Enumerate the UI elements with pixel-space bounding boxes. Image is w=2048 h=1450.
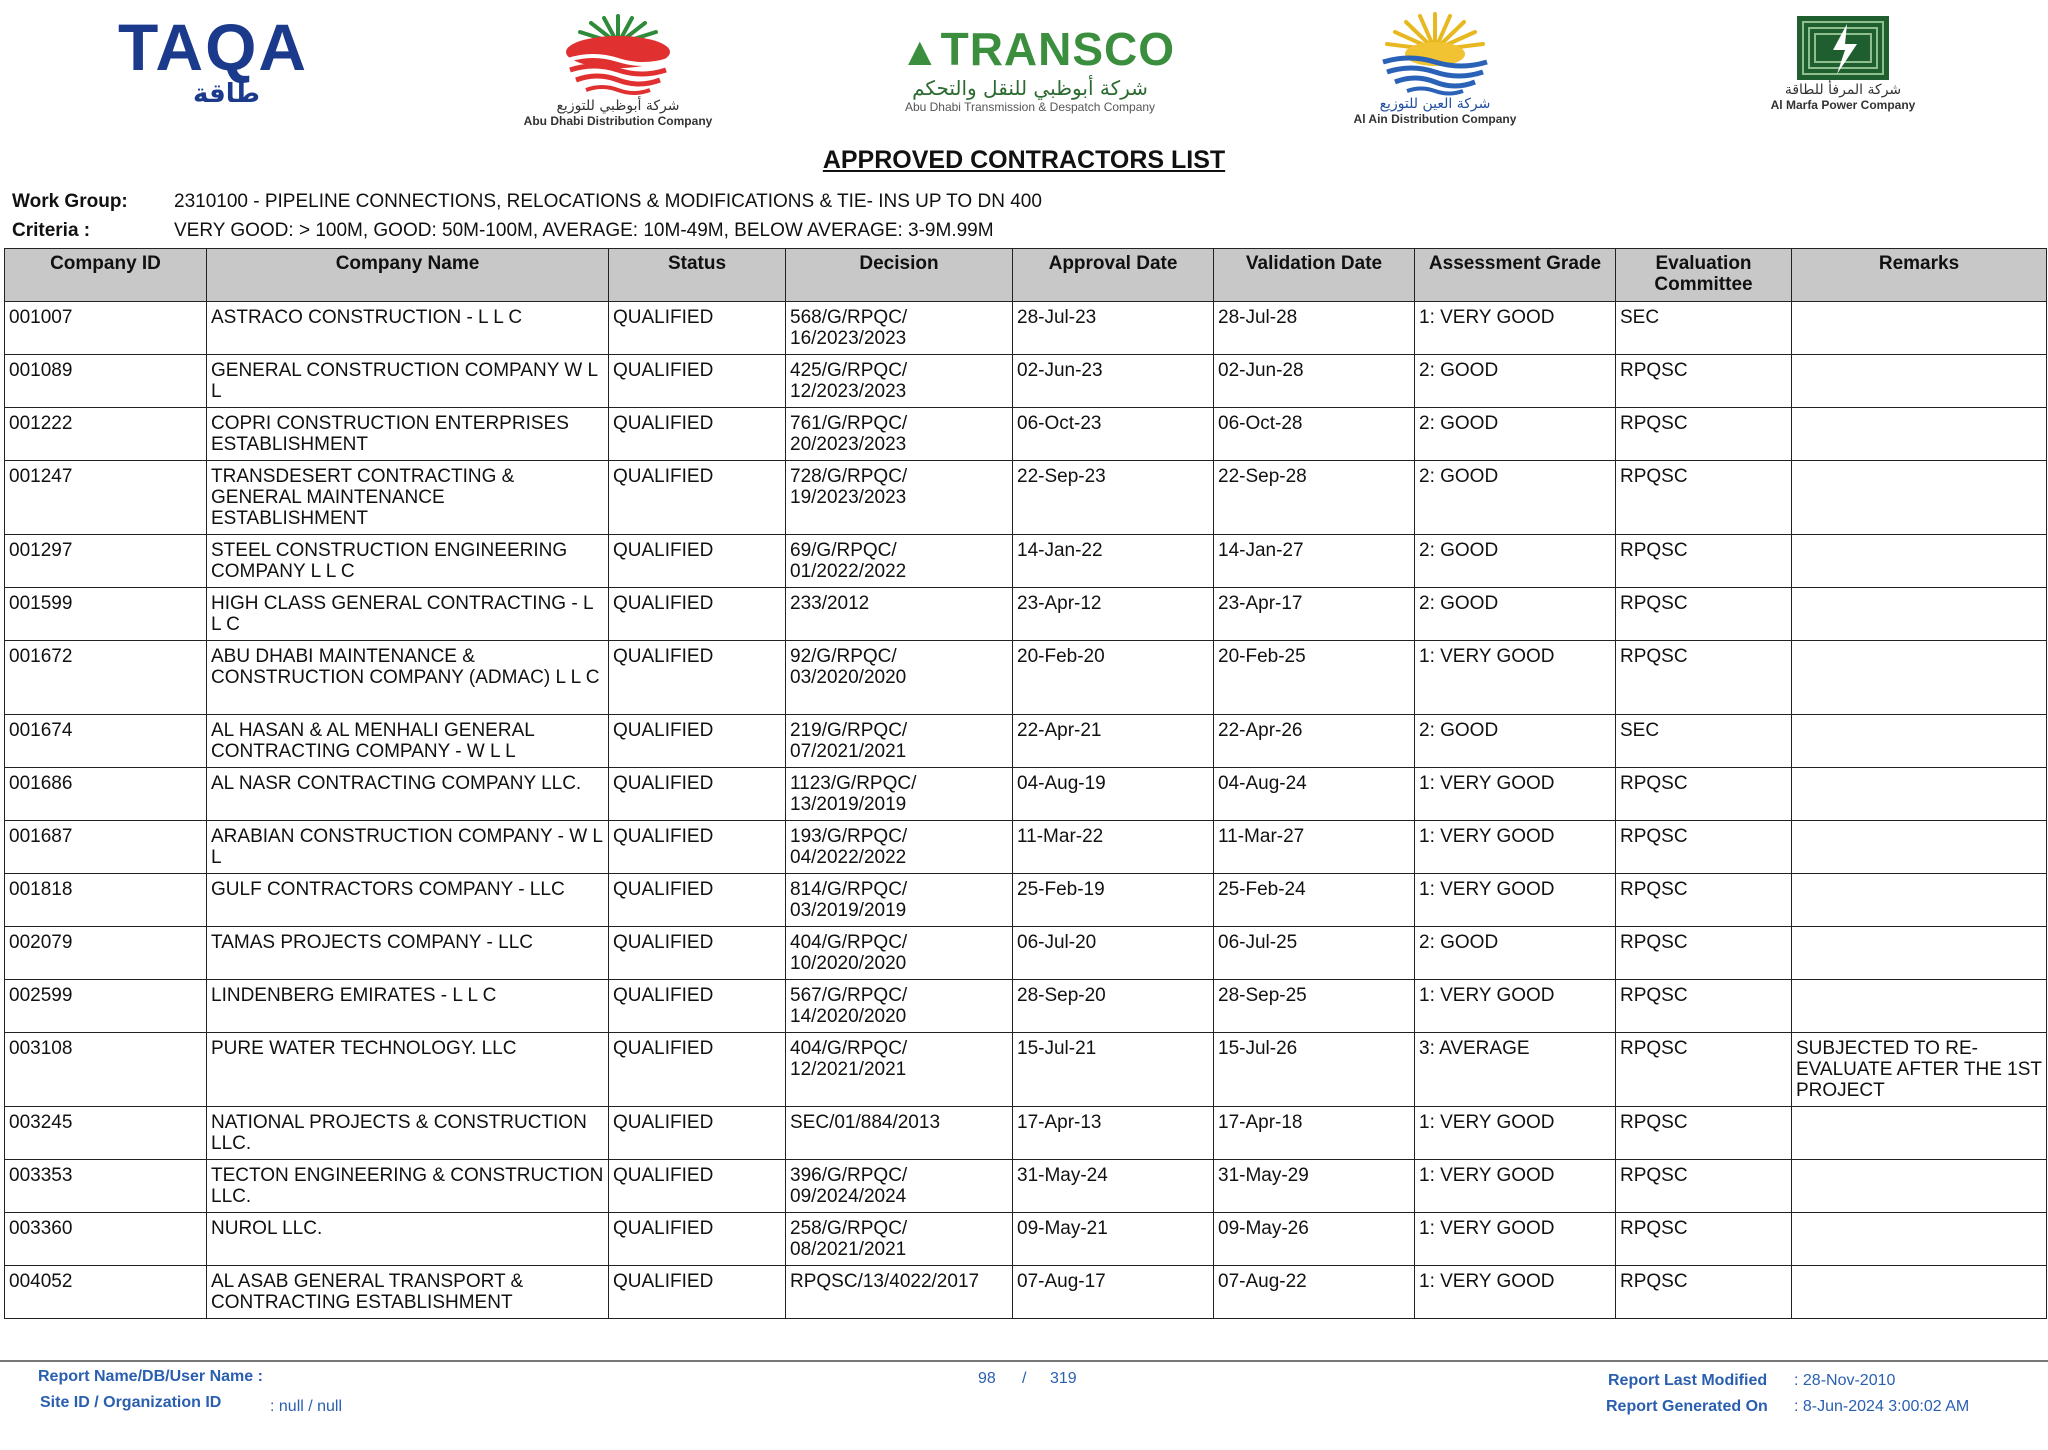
criteria-label: Criteria : (12, 220, 91, 241)
status-cell: QUALIFIED (609, 302, 786, 355)
status-cell: QUALIFIED (609, 1160, 786, 1213)
column-header: Company Name (207, 249, 609, 302)
work-group-label: Work Group: (12, 191, 128, 212)
aadc-logo-english: Abu Dhabi Distribution Company (523, 114, 713, 128)
status-cell: QUALIFIED (609, 535, 786, 588)
assessment-grade-cell: 1: VERY GOOD (1415, 1266, 1616, 1319)
evaluation-committee-cell: RPQSC (1616, 768, 1792, 821)
remarks-cell (1792, 641, 2047, 715)
approval-date-cell: 22-Apr-21 (1013, 715, 1214, 768)
column-header: Company ID (5, 249, 207, 302)
remarks-cell: SUBJECTED TO RE-EVALUATE AFTER THE 1ST PROJECT (1792, 1033, 2047, 1107)
table-row (5, 1033, 2047, 1107)
assessment-grade-cell: 1: VERY GOOD (1415, 874, 1616, 927)
table-row (5, 1107, 2047, 1160)
company-id-cell: 003353 (5, 1160, 207, 1213)
assessment-grade-cell: 1: VERY GOOD (1415, 1160, 1616, 1213)
table-row (5, 355, 2047, 408)
status-cell: QUALIFIED (609, 461, 786, 535)
assessment-grade-cell: 1: VERY GOOD (1415, 1213, 1616, 1266)
company-name-cell: STEEL CONSTRUCTION ENGINEERING COMPANY L L C (207, 535, 609, 588)
decision-cell: 404/G/RPQC/ 12/2021/2021 (786, 1033, 1013, 1107)
aadc-logo (508, 12, 728, 128)
decision-cell: 567/G/RPQC/ 14/2020/2020 (786, 980, 1013, 1033)
decision-cell: 568/G/RPQC/ 16/2023/2023 (786, 302, 1013, 355)
status-cell: QUALIFIED (609, 821, 786, 874)
remarks-cell (1792, 1213, 2047, 1266)
logo-bar (0, 0, 2048, 140)
taqa-logo-arabic: طاقة (192, 79, 260, 109)
remarks-cell (1792, 927, 2047, 980)
remarks-cell (1792, 1266, 2047, 1319)
work-group-line (12, 191, 1042, 213)
status-cell: QUALIFIED (609, 1107, 786, 1160)
company-name-cell: LINDENBERG EMIRATES - L L C (207, 980, 609, 1033)
status-cell: QUALIFIED (609, 874, 786, 927)
decision-cell: 425/G/RPQC/ 12/2023/2023 (786, 355, 1013, 408)
decision-cell: 258/G/RPQC/ 08/2021/2021 (786, 1213, 1013, 1266)
company-name-cell: ABU DHABI MAINTENANCE & CONSTRUCTION COMPANY (ADMAC) L L C (207, 641, 609, 715)
site-id-label: Site ID / Organization ID (40, 1394, 222, 1411)
table-row (5, 461, 2047, 535)
decision-cell: 761/G/RPQC/ 20/2023/2023 (786, 408, 1013, 461)
assessment-grade-cell: 2: GOOD (1415, 408, 1616, 461)
validation-date-cell: 25-Feb-24 (1214, 874, 1415, 927)
validation-date-cell: 06-Jul-25 (1214, 927, 1415, 980)
last-modified-value: : 28-Nov-2010 (1794, 1372, 1896, 1389)
company-name-cell: NATIONAL PROJECTS & CONSTRUCTION LLC. (207, 1107, 609, 1160)
evaluation-committee-cell: RPQSC (1616, 1033, 1792, 1107)
remarks-cell (1792, 821, 2047, 874)
transco-logo-english: Abu Dhabi Transmission & Despatch Company (904, 100, 1156, 114)
validation-date-cell: 23-Apr-17 (1214, 588, 1415, 641)
table-row (5, 302, 2047, 355)
table-row (5, 1213, 2047, 1266)
company-name-cell: GULF CONTRACTORS COMPANY - LLC (207, 874, 609, 927)
company-id-cell: 002079 (5, 927, 207, 980)
status-cell: QUALIFIED (609, 355, 786, 408)
page-title: APPROVED CONTRACTORS LIST (822, 146, 1226, 174)
validation-date-cell: 31-May-29 (1214, 1160, 1415, 1213)
table-row (5, 980, 2047, 1033)
assessment-grade-cell: 2: GOOD (1415, 715, 1616, 768)
approval-date-cell: 02-Jun-23 (1013, 355, 1214, 408)
last-modified-label: Report Last Modified (1608, 1372, 1768, 1389)
approval-date-cell: 20-Feb-20 (1013, 641, 1214, 715)
page-current: 98 (978, 1370, 996, 1387)
aldc-logo-arabic: شركة العين للتوزيع (1379, 96, 1491, 112)
assessment-grade-cell: 1: VERY GOOD (1415, 1107, 1616, 1160)
remarks-cell (1792, 588, 2047, 641)
approval-date-cell: 25-Feb-19 (1013, 874, 1214, 927)
company-id-cell: 004052 (5, 1266, 207, 1319)
company-name-cell: ARABIAN CONSTRUCTION COMPANY - W L L (207, 821, 609, 874)
aadc-emblem-icon (558, 12, 678, 98)
company-name-cell: TRANSDESERT CONTRACTING & GENERAL MAINTENANCE ESTABLISHMENT (207, 461, 609, 535)
column-header: Decision (786, 249, 1013, 302)
taqa-logo (118, 10, 309, 109)
column-header: Status (609, 249, 786, 302)
assessment-grade-cell: 1: VERY GOOD (1415, 821, 1616, 874)
status-cell: QUALIFIED (609, 1213, 786, 1266)
status-cell: QUALIFIED (609, 1033, 786, 1107)
assessment-grade-cell: 3: AVERAGE (1415, 1033, 1616, 1107)
assessment-grade-cell: 1: VERY GOOD (1415, 768, 1616, 821)
marfa-logo (1748, 14, 1938, 112)
company-id-cell: 001297 (5, 535, 207, 588)
site-id-value: : null / null (270, 1398, 343, 1415)
transco-logo-text: TRANSCO (940, 23, 1176, 75)
company-name-cell: NUROL LLC. (207, 1213, 609, 1266)
table-body (5, 302, 2047, 1319)
company-name-cell: AL ASAB GENERAL TRANSPORT & CONTRACTING ESTABLISHMENT (207, 1266, 609, 1319)
aldc-logo-english: Al Ain Distribution Company (1353, 112, 1517, 126)
table-row (5, 874, 2047, 927)
assessment-grade-cell: 1: VERY GOOD (1415, 302, 1616, 355)
table-row (5, 641, 2047, 715)
table-row (5, 927, 2047, 980)
report-name-label: Report Name/DB/User Name : (38, 1368, 263, 1385)
assessment-grade-cell: 2: GOOD (1415, 588, 1616, 641)
company-name-cell: TAMAS PROJECTS COMPANY - LLC (207, 927, 609, 980)
evaluation-committee-cell: SEC (1616, 715, 1792, 768)
contractors-table (4, 248, 2047, 1319)
decision-cell: 92/G/RPQC/ 03/2020/2020 (786, 641, 1013, 715)
company-name-cell: ASTRACO CONSTRUCTION - L L C (207, 302, 609, 355)
table-row (5, 408, 2047, 461)
company-name-cell: AL NASR CONTRACTING COMPANY LLC. (207, 768, 609, 821)
approval-date-cell: 04-Aug-19 (1013, 768, 1214, 821)
assessment-grade-cell: 2: GOOD (1415, 535, 1616, 588)
table-row (5, 1266, 2047, 1319)
decision-cell: SEC/01/884/2013 (786, 1107, 1013, 1160)
assessment-grade-cell: 1: VERY GOOD (1415, 641, 1616, 715)
transco-logo-word (900, 22, 1176, 76)
table-row (5, 535, 2047, 588)
criteria-value: VERY GOOD: > 100M, GOOD: 50M-100M, AVERAGE: 10M-49M, BELOW AVERAGE: 3-9M.99M (174, 220, 994, 241)
validation-date-cell: 14-Jan-27 (1214, 535, 1415, 588)
approval-date-cell: 06-Jul-20 (1013, 927, 1214, 980)
criteria-line (12, 220, 994, 242)
status-cell: QUALIFIED (609, 927, 786, 980)
validation-date-cell: 22-Apr-26 (1214, 715, 1415, 768)
decision-cell: 728/G/RPQC/ 19/2023/2023 (786, 461, 1013, 535)
remarks-cell (1792, 874, 2047, 927)
evaluation-committee-cell: RPQSC (1616, 461, 1792, 535)
aadc-logo-arabic: شركة أبوظبي للتوزيع (556, 98, 680, 114)
decision-cell: 814/G/RPQC/ 03/2019/2019 (786, 874, 1013, 927)
table-row (5, 715, 2047, 768)
approval-date-cell: 06-Oct-23 (1013, 408, 1214, 461)
assessment-grade-cell: 1: VERY GOOD (1415, 980, 1616, 1033)
validation-date-cell: 22-Sep-28 (1214, 461, 1415, 535)
validation-date-cell: 04-Aug-24 (1214, 768, 1415, 821)
remarks-cell (1792, 768, 2047, 821)
validation-date-cell: 17-Apr-18 (1214, 1107, 1415, 1160)
decision-cell: 404/G/RPQC/ 10/2020/2020 (786, 927, 1013, 980)
validation-date-cell: 15-Jul-26 (1214, 1033, 1415, 1107)
company-id-cell: 003245 (5, 1107, 207, 1160)
approval-date-cell: 28-Sep-20 (1013, 980, 1214, 1033)
marfa-logo-arabic: شركة المرفأ للطاقة (1784, 82, 1902, 98)
status-cell: QUALIFIED (609, 641, 786, 715)
decision-cell: 219/G/RPQC/ 07/2021/2021 (786, 715, 1013, 768)
company-id-cell: 001818 (5, 874, 207, 927)
approval-date-cell: 23-Apr-12 (1013, 588, 1214, 641)
decision-cell: 233/2012 (786, 588, 1013, 641)
column-header: Approval Date (1013, 249, 1214, 302)
company-id-cell: 003108 (5, 1033, 207, 1107)
approval-date-cell: 31-May-24 (1013, 1160, 1214, 1213)
validation-date-cell: 28-Jul-28 (1214, 302, 1415, 355)
status-cell: QUALIFIED (609, 1266, 786, 1319)
transco-flame-icon: ▲ (900, 30, 941, 74)
aldc-logo (1320, 10, 1550, 126)
evaluation-committee-cell: SEC (1616, 302, 1792, 355)
remarks-cell (1792, 355, 2047, 408)
column-header: Evaluation Committee (1616, 249, 1792, 302)
company-name-cell: GENERAL CONSTRUCTION COMPANY W L L (207, 355, 609, 408)
aldc-sun-icon (1375, 10, 1495, 96)
remarks-cell (1792, 535, 2047, 588)
approval-date-cell: 22-Sep-23 (1013, 461, 1214, 535)
work-group-value: 2310100 - PIPELINE CONNECTIONS, RELOCATIONS & MODIFICATIONS & TIE- INS UP TO DN 400 (174, 191, 1042, 212)
evaluation-committee-cell: RPQSC (1616, 535, 1792, 588)
approval-date-cell: 28-Jul-23 (1013, 302, 1214, 355)
evaluation-committee-cell: RPQSC (1616, 1107, 1792, 1160)
assessment-grade-cell: 2: GOOD (1415, 927, 1616, 980)
evaluation-committee-cell: RPQSC (1616, 588, 1792, 641)
status-cell: QUALIFIED (609, 408, 786, 461)
company-name-cell: PURE WATER TECHNOLOGY. LLC (207, 1033, 609, 1107)
evaluation-committee-cell: RPQSC (1616, 821, 1792, 874)
report-footer (0, 1360, 2048, 1450)
marfa-emblem-icon (1795, 14, 1891, 82)
evaluation-committee-cell: RPQSC (1616, 355, 1792, 408)
validation-date-cell: 11-Mar-27 (1214, 821, 1415, 874)
status-cell: QUALIFIED (609, 715, 786, 768)
page-total: 319 (1050, 1370, 1077, 1387)
transco-logo-arabic: شركة أبوظبي للنقل والتحكم (912, 76, 1148, 100)
remarks-cell (1792, 980, 2047, 1033)
page-separator: / (1022, 1370, 1027, 1387)
status-cell: QUALIFIED (609, 768, 786, 821)
company-id-cell: 001599 (5, 588, 207, 641)
taqa-logo-word: TAQA (118, 10, 309, 84)
company-id-cell: 001247 (5, 461, 207, 535)
company-id-cell: 001686 (5, 768, 207, 821)
table-header-row (5, 249, 2047, 302)
generated-on-value: : 8-Jun-2024 3:00:02 AM (1794, 1398, 1970, 1415)
generated-on-label: Report Generated On (1606, 1398, 1768, 1415)
evaluation-committee-cell: RPQSC (1616, 874, 1792, 927)
company-name-cell: AL HASAN & AL MENHALI GENERAL CONTRACTING COMPANY - W L L (207, 715, 609, 768)
approval-date-cell: 14-Jan-22 (1013, 535, 1214, 588)
remarks-cell (1792, 715, 2047, 768)
company-id-cell: 002599 (5, 980, 207, 1033)
approval-date-cell: 07-Aug-17 (1013, 1266, 1214, 1319)
validation-date-cell: 09-May-26 (1214, 1213, 1415, 1266)
evaluation-committee-cell: RPQSC (1616, 927, 1792, 980)
table-row (5, 588, 2047, 641)
decision-cell: 69/G/RPQC/ 01/2022/2022 (786, 535, 1013, 588)
validation-date-cell: 07-Aug-22 (1214, 1266, 1415, 1319)
company-id-cell: 001674 (5, 715, 207, 768)
validation-date-cell: 20-Feb-25 (1214, 641, 1415, 715)
column-header: Remarks (1792, 249, 2047, 302)
evaluation-committee-cell: RPQSC (1616, 408, 1792, 461)
transco-logo (900, 22, 1176, 114)
remarks-cell (1792, 408, 2047, 461)
remarks-cell (1792, 1160, 2047, 1213)
decision-cell: RPQSC/13/4022/2017 (786, 1266, 1013, 1319)
company-id-cell: 001007 (5, 302, 207, 355)
company-id-cell: 003360 (5, 1213, 207, 1266)
marfa-logo-english: Al Marfa Power Company (1770, 98, 1916, 112)
evaluation-committee-cell: RPQSC (1616, 1266, 1792, 1319)
company-id-cell: 001687 (5, 821, 207, 874)
column-header: Validation Date (1214, 249, 1415, 302)
column-header: Assessment Grade (1415, 249, 1616, 302)
status-cell: QUALIFIED (609, 980, 786, 1033)
assessment-grade-cell: 2: GOOD (1415, 461, 1616, 535)
table-row (5, 1160, 2047, 1213)
evaluation-committee-cell: RPQSC (1616, 1213, 1792, 1266)
approval-date-cell: 17-Apr-13 (1013, 1107, 1214, 1160)
table-row (5, 821, 2047, 874)
approval-date-cell: 15-Jul-21 (1013, 1033, 1214, 1107)
decision-cell: 193/G/RPQC/ 04/2022/2022 (786, 821, 1013, 874)
evaluation-committee-cell: RPQSC (1616, 641, 1792, 715)
assessment-grade-cell: 2: GOOD (1415, 355, 1616, 408)
evaluation-committee-cell: RPQSC (1616, 980, 1792, 1033)
approval-date-cell: 09-May-21 (1013, 1213, 1214, 1266)
company-name-cell: TECTON ENGINEERING & CONSTRUCTION LLC. (207, 1160, 609, 1213)
remarks-cell (1792, 1107, 2047, 1160)
company-id-cell: 001222 (5, 408, 207, 461)
company-id-cell: 001672 (5, 641, 207, 715)
evaluation-committee-cell: RPQSC (1616, 1160, 1792, 1213)
remarks-cell (1792, 302, 2047, 355)
validation-date-cell: 06-Oct-28 (1214, 408, 1415, 461)
company-name-cell: COPRI CONSTRUCTION ENTERPRISES ESTABLISHMENT (207, 408, 609, 461)
decision-cell: 1123/G/RPQC/ 13/2019/2019 (786, 768, 1013, 821)
table-row (5, 768, 2047, 821)
company-id-cell: 001089 (5, 355, 207, 408)
company-name-cell: HIGH CLASS GENERAL CONTRACTING - L L C (207, 588, 609, 641)
decision-cell: 396/G/RPQC/ 09/2024/2024 (786, 1160, 1013, 1213)
approval-date-cell: 11-Mar-22 (1013, 821, 1214, 874)
validation-date-cell: 02-Jun-28 (1214, 355, 1415, 408)
remarks-cell (1792, 461, 2047, 535)
validation-date-cell: 28-Sep-25 (1214, 980, 1415, 1033)
status-cell: QUALIFIED (609, 588, 786, 641)
